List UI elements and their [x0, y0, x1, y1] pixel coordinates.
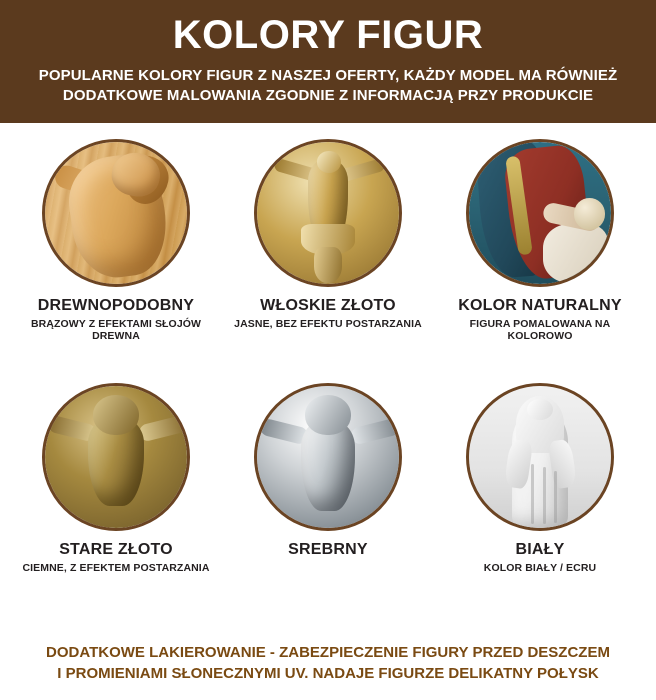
swatch-description: FIGURA POMALOWANA NA KOLOROWO — [469, 317, 611, 342]
swatch-label: DREWNOPODOBNY — [37, 296, 195, 314]
figure-illustration-natural-color — [469, 142, 611, 284]
swatch-label: SREBRNY — [288, 541, 368, 559]
swatch-description: JASNE, BEZ EFEKTU POSTARZANIA — [234, 317, 422, 330]
figure-globe — [574, 198, 605, 229]
footer-line-2: I PROMIENIAMI SŁONECZNYMI UV. NADAJE FIGURZE DELIKATNY POŁYSK — [57, 665, 599, 682]
figure-head — [93, 395, 138, 435]
figure-head — [317, 151, 341, 172]
swatch-label: WŁOSKIE ZŁOTO — [260, 296, 396, 314]
page-title: KOLORY FIGUR — [172, 13, 484, 57]
figure-illustration-italian-gold — [257, 142, 399, 284]
swatch-description: CIEMNE, Z EFEKTEM POSTARZANIA — [22, 562, 210, 575]
swatch-stare-zloto[interactable] — [10, 383, 222, 628]
robe-fold — [554, 471, 557, 522]
color-swatch-grid — [0, 123, 656, 633]
swatch-image-kolor-naturalny[interactable] — [466, 139, 614, 287]
swatch-description: BRĄZOWY Z EFEKTAMI SŁOJÓW DREWNA — [30, 317, 202, 342]
figure-head — [527, 399, 553, 420]
header-subtitle-line-1: POPULARNE KOLORY FIGUR Z NASZEJ OFERTY, KAŻDY MODEL MA RÓWNIEŻ — [38, 67, 618, 84]
figure-arm-right — [137, 415, 187, 443]
swatch-image-drewnopodobny[interactable] — [42, 139, 190, 287]
swatch-label: BIAŁY — [515, 541, 565, 559]
swatch-label: KOLOR NATURALNY — [458, 296, 622, 314]
figure-legs — [314, 247, 342, 284]
swatch-srebrny[interactable] — [222, 383, 434, 628]
swatch-image-wloskie-zloto[interactable] — [254, 139, 402, 287]
swatch-image-bialy[interactable] — [466, 383, 614, 531]
figure-arm-right — [349, 418, 399, 446]
swatch-bialy[interactable] — [434, 383, 646, 628]
swatch-wloskie-zloto[interactable] — [222, 139, 434, 384]
swatch-drewnopodobny[interactable] — [10, 139, 222, 384]
footer-line-1: DODATKOWE LAKIEROWANIE - ZABEZPIECZENIE FIGURY PRZED DESZCZEM — [46, 644, 610, 661]
swatch-kolor-naturalny[interactable] — [434, 139, 646, 384]
swatch-image-stare-zloto[interactable] — [42, 383, 190, 531]
figure-illustration-white — [469, 386, 611, 528]
header-subtitle — [16, 66, 640, 107]
figure-illustration-old-gold — [45, 386, 187, 528]
figure-white-cloth — [543, 224, 608, 284]
swatch-image-srebrny[interactable] — [254, 383, 402, 531]
figure-head — [305, 395, 350, 435]
figure-illustration-wood — [45, 142, 187, 284]
header-banner — [0, 0, 656, 123]
header-subtitle-line-2: DODATKOWE MALOWANIA ZGODNIE Z INFORMACJĄ PRZY PRODUKCIE — [62, 87, 594, 105]
footer-note — [0, 632, 656, 700]
swatch-label: STARE ZŁOTO — [59, 541, 173, 559]
figure-illustration-silver — [257, 386, 399, 528]
swatch-description: KOLOR BIAŁY / ECRU — [483, 562, 597, 575]
robe-fold — [543, 467, 546, 524]
